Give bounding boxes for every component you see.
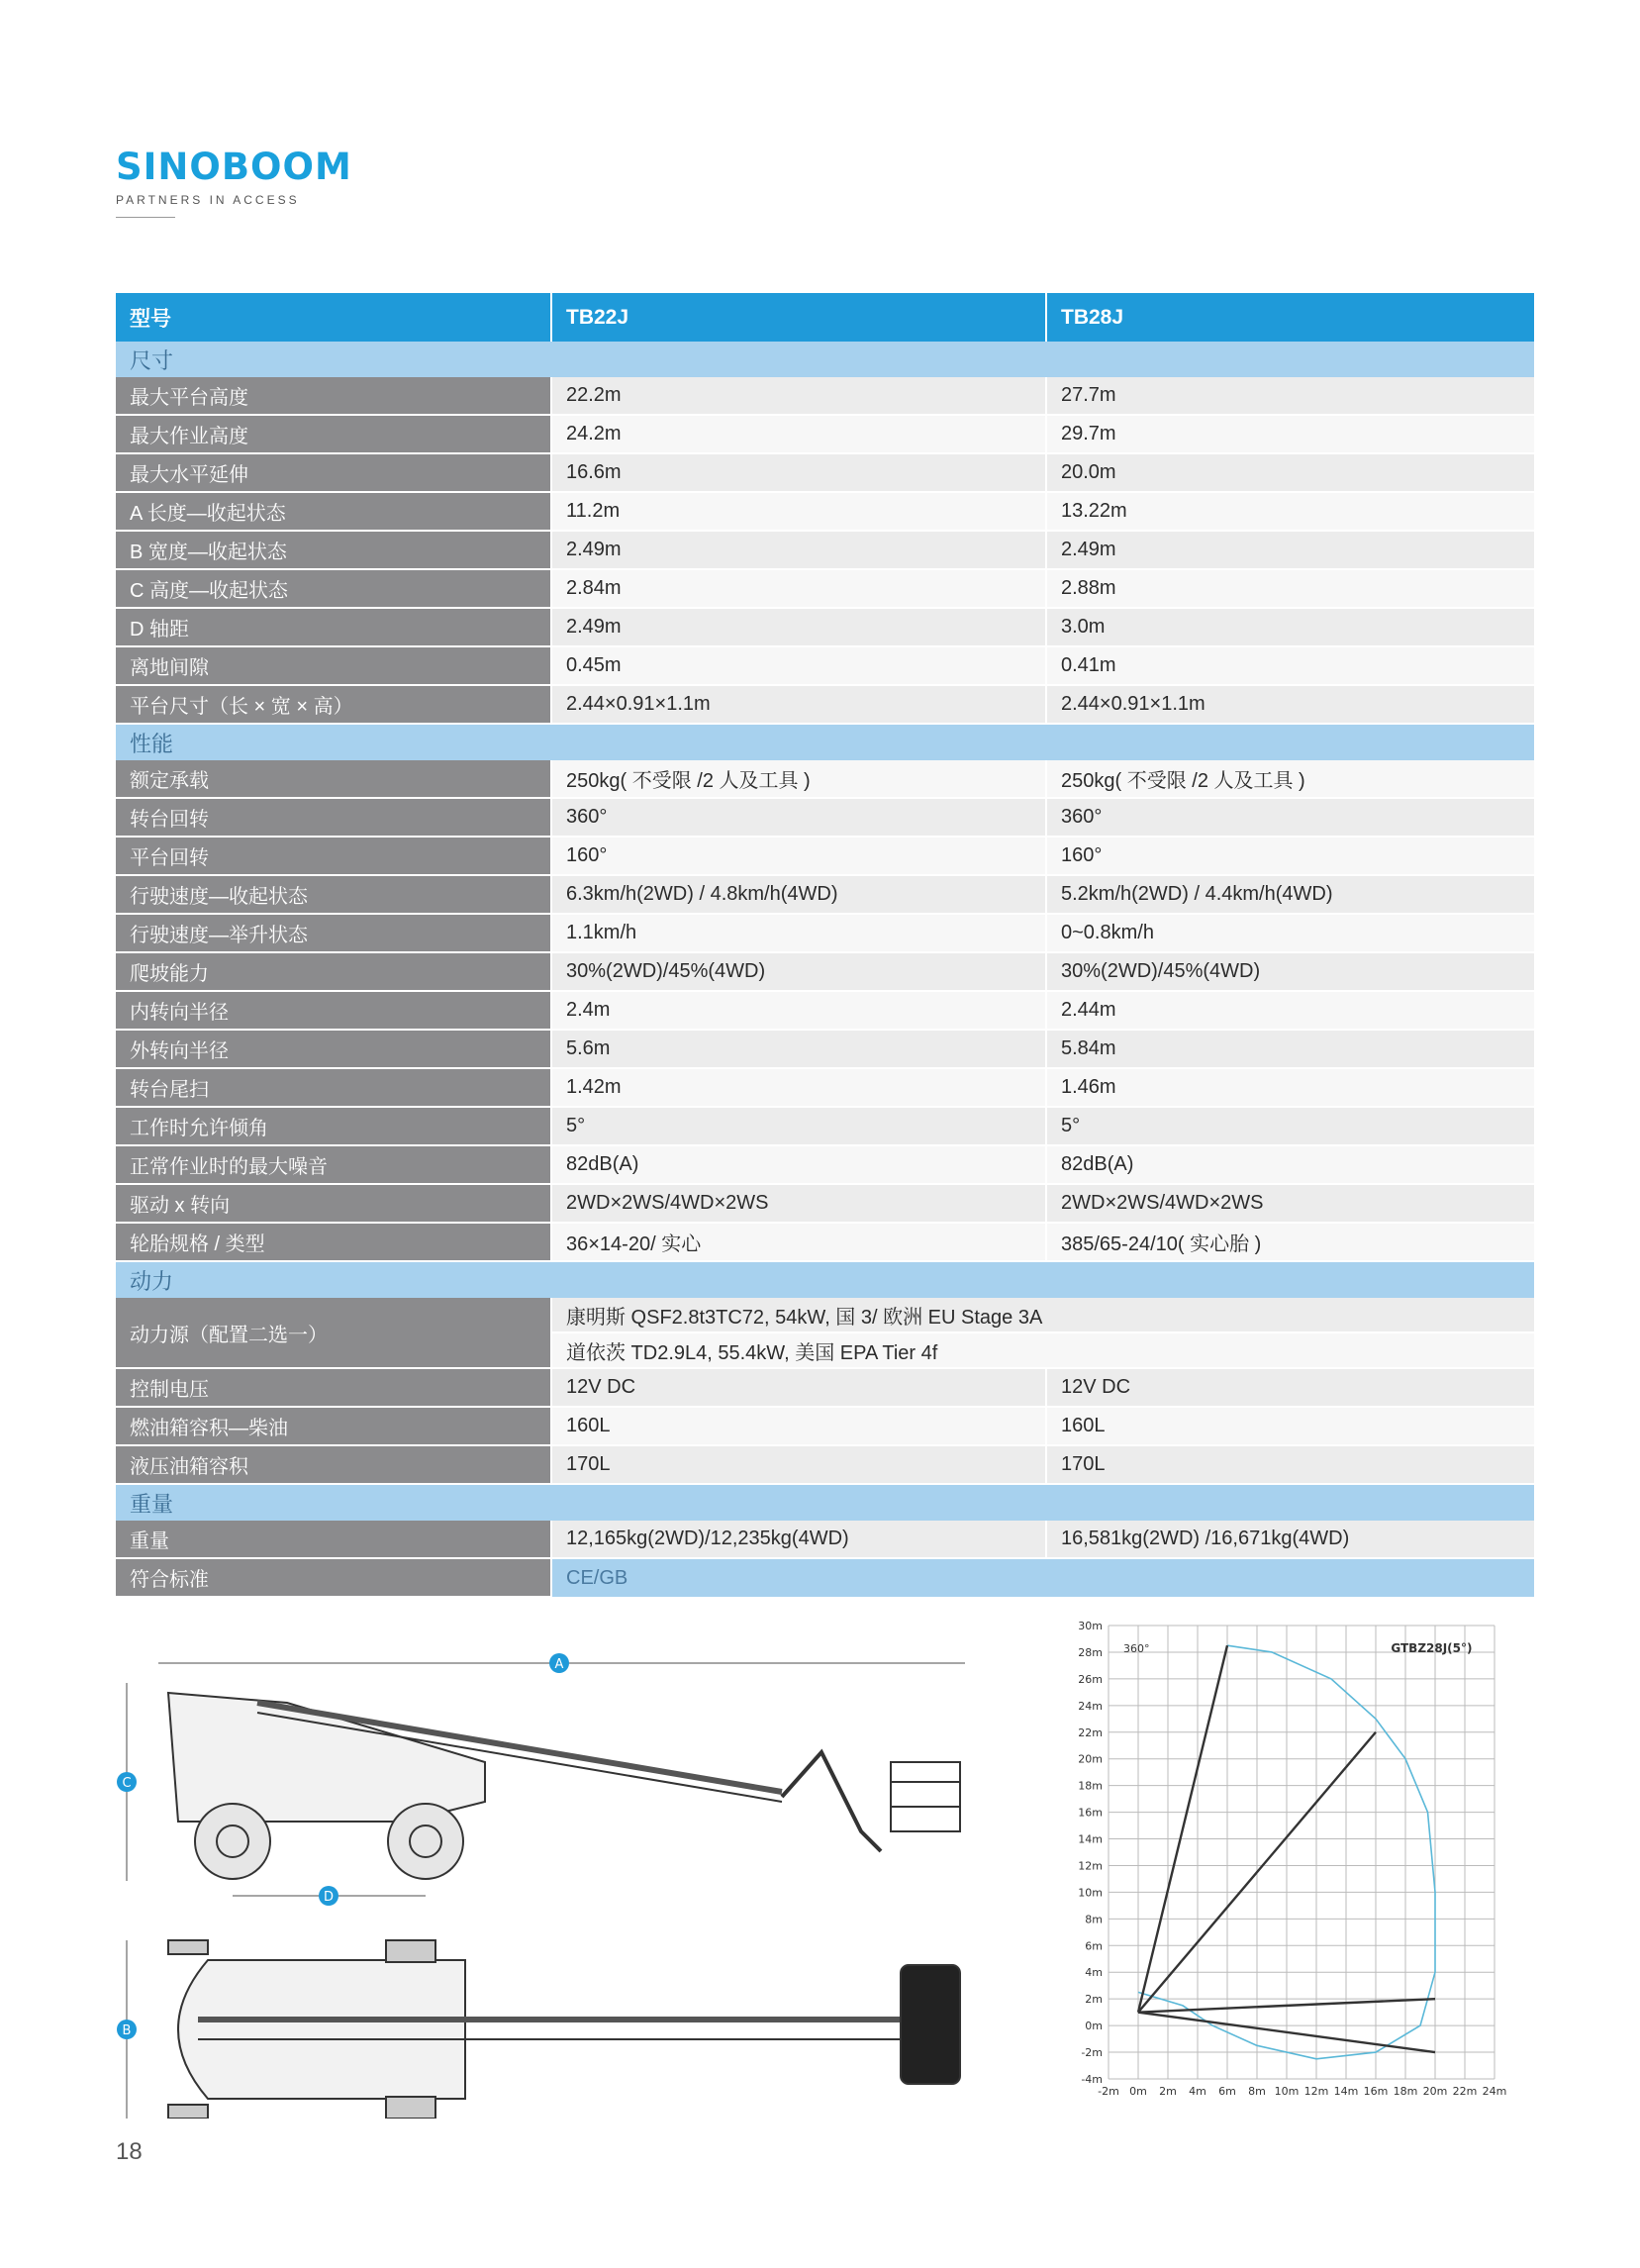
row-label: 爬坡能力 xyxy=(116,952,551,991)
table-row xyxy=(116,952,1534,991)
row-value-tb22j: 2WD×2WS/4WD×2WS xyxy=(551,1184,1046,1223)
row-value-tb22j: 250kg( 不受限 /2 人及工具 ) xyxy=(551,760,1046,798)
page-number: 18 xyxy=(116,2138,143,2165)
row-value-tb28j: 27.7m xyxy=(1046,377,1534,415)
row-value-tb28j: 3.0m xyxy=(1046,608,1534,646)
row-label: C 高度—收起状态 xyxy=(116,569,551,608)
y-tick-label: 12m xyxy=(1078,1859,1103,1873)
row-value-tb22j: 360° xyxy=(551,798,1046,837)
y-tick-label: 0m xyxy=(1085,2020,1103,2033)
x-tick-label: 4m xyxy=(1189,2085,1206,2098)
logo-divider xyxy=(116,217,175,218)
y-tick-label: 30m xyxy=(1078,1620,1103,1632)
row-value-tb22j: 24.2m xyxy=(551,415,1046,453)
dimension-b-label: B xyxy=(122,2023,132,2038)
row-value-tb22j: 2.49m xyxy=(551,531,1046,569)
x-tick-label: 22m xyxy=(1452,2085,1478,2098)
x-tick-label: 16m xyxy=(1363,2085,1389,2098)
table-row xyxy=(116,415,1534,453)
y-tick-label: 22m xyxy=(1078,1726,1103,1739)
row-value-tb28j: 30%(2WD)/45%(4WD) xyxy=(1046,952,1534,991)
row-value-tb22j: 1.1km/h xyxy=(551,914,1046,952)
row-label: 行驶速度—收起状态 xyxy=(116,875,551,914)
table-row xyxy=(116,875,1534,914)
row-value-tb22j: 11.2m xyxy=(551,492,1046,531)
row-value-tb28j: 2.88m xyxy=(1046,569,1534,608)
row-label: 控制电压 xyxy=(116,1368,551,1407)
row-value-tb22j: 2.49m xyxy=(551,608,1046,646)
row-value-tb28j: 12V DC xyxy=(1046,1368,1534,1407)
table-row xyxy=(116,1107,1534,1145)
row-label: 内转向半径 xyxy=(116,991,551,1030)
table-row xyxy=(116,837,1534,875)
working-range-chart xyxy=(1049,1614,1514,2109)
y-tick-label: -4m xyxy=(1081,2073,1103,2086)
row-label: 燃油箱容积—柴油 xyxy=(116,1407,551,1445)
row-value-tb22j: 12,165kg(2WD)/12,235kg(4WD) xyxy=(551,1521,1046,1558)
row-value-standard: CE/GB xyxy=(551,1558,1534,1597)
row-label: 外转向半径 xyxy=(116,1030,551,1068)
table-row xyxy=(116,685,1534,724)
machine-drawings xyxy=(109,1624,980,2119)
row-value-tb28j: 360° xyxy=(1046,798,1534,837)
row-value-tb28j: 2WD×2WS/4WD×2WS xyxy=(1046,1184,1534,1223)
y-tick-label: 28m xyxy=(1078,1645,1103,1659)
x-tick-label: 24m xyxy=(1482,2085,1507,2098)
row-value-tb22j: 5.6m xyxy=(551,1030,1046,1068)
row-value-tb22j: 160L xyxy=(551,1407,1046,1445)
row-label: 最大平台高度 xyxy=(116,377,551,415)
row-label: 最大水平延伸 xyxy=(116,453,551,492)
row-label: 液压油箱容积 xyxy=(116,1445,551,1484)
row-label: 重量 xyxy=(116,1521,551,1558)
row-value-tb28j: 16,581kg(2WD) /16,671kg(4WD) xyxy=(1046,1521,1534,1558)
section-title: 性能 xyxy=(116,724,1534,760)
table-row xyxy=(116,608,1534,646)
section-title: 重量 xyxy=(116,1484,1534,1521)
row-label: B 宽度—收起状态 xyxy=(116,531,551,569)
x-tick-label: -2m xyxy=(1098,2085,1119,2098)
section-title: 尺寸 xyxy=(116,342,1534,377)
y-tick-label: 14m xyxy=(1078,1832,1103,1846)
row-value-tb22j: 2.4m xyxy=(551,991,1046,1030)
header-tb22j: TB22J xyxy=(551,293,1046,342)
table-row xyxy=(116,1145,1534,1184)
chart-x-ticks xyxy=(1098,2085,1506,2098)
chart-y-ticks xyxy=(1078,1620,1103,2086)
row-value-tb22j: 12V DC xyxy=(551,1368,1046,1407)
row-value-tb22j: 0.45m xyxy=(551,646,1046,685)
y-tick-label: 20m xyxy=(1078,1752,1103,1766)
row-label: D 轴距 xyxy=(116,608,551,646)
table-row xyxy=(116,991,1534,1030)
row-value-tb28j: 2.49m xyxy=(1046,531,1534,569)
table-row xyxy=(116,1407,1534,1445)
row-label: 平台尺寸（长 × 宽 × 高） xyxy=(116,685,551,724)
table-row xyxy=(116,646,1534,685)
row-label: 平台回转 xyxy=(116,837,551,875)
row-label: 驱动 x 转向 xyxy=(116,1184,551,1223)
section-header xyxy=(116,342,1534,377)
row-label: 动力源（配置二选一） xyxy=(116,1298,551,1368)
table-row xyxy=(116,1521,1534,1558)
row-value-tb28j: 82dB(A) xyxy=(1046,1145,1534,1184)
row-label: 离地间隙 xyxy=(116,646,551,685)
row-value-tb22j: 82dB(A) xyxy=(551,1145,1046,1184)
x-tick-label: 0m xyxy=(1129,2085,1147,2098)
row-value-tb22j: 2.44×0.91×1.1m xyxy=(551,685,1046,724)
dimension-c-label: C xyxy=(122,1776,132,1791)
row-value-tb22j: 16.6m xyxy=(551,453,1046,492)
row-value-tb28j: 0.41m xyxy=(1046,646,1534,685)
row-value-tb28j: 13.22m xyxy=(1046,492,1534,531)
row-value-tb28j: 170L xyxy=(1046,1445,1534,1484)
table-row xyxy=(116,492,1534,531)
y-tick-label: 24m xyxy=(1078,1699,1103,1713)
section-weight xyxy=(116,1484,1534,1521)
header-model: 型号 xyxy=(116,293,551,342)
row-label: 额定承载 xyxy=(116,760,551,798)
row-value-tb28j: 385/65-24/10( 实心胎 ) xyxy=(1046,1223,1534,1261)
row-label: A 长度—收起状态 xyxy=(116,492,551,531)
y-tick-label: 10m xyxy=(1078,1886,1103,1900)
y-tick-label: -2m xyxy=(1081,2046,1103,2060)
row-value-tb28j: 5.84m xyxy=(1046,1030,1534,1068)
y-tick-label: 8m xyxy=(1085,1913,1103,1926)
row-value-tb28j: 20.0m xyxy=(1046,453,1534,492)
row-label: 符合标准 xyxy=(116,1558,551,1597)
x-tick-label: 14m xyxy=(1333,2085,1359,2098)
row-value-tb28j: 250kg( 不受限 /2 人及工具 ) xyxy=(1046,760,1534,798)
table-row xyxy=(116,1184,1534,1223)
x-tick-label: 20m xyxy=(1422,2085,1448,2098)
row-value-tb28j: 160° xyxy=(1046,837,1534,875)
row-value-tb28j: 1.46m xyxy=(1046,1068,1534,1107)
table-row xyxy=(116,531,1534,569)
top-view-machine xyxy=(168,1940,960,2119)
row-value-tb28j: 2.44×0.91×1.1m xyxy=(1046,685,1534,724)
row-value-tb28j: 2.44m xyxy=(1046,991,1534,1030)
row-value-tb22j: 5° xyxy=(551,1107,1046,1145)
section-header xyxy=(116,1261,1534,1298)
x-tick-label: 10m xyxy=(1274,2085,1300,2098)
table-row xyxy=(116,1030,1534,1068)
table-row-power-source xyxy=(116,1298,1534,1332)
y-tick-label: 16m xyxy=(1078,1806,1103,1820)
y-tick-label: 4m xyxy=(1085,1966,1103,1980)
row-value-tb22j: 36×14-20/ 实心 xyxy=(551,1223,1046,1261)
x-tick-label: 12m xyxy=(1303,2085,1329,2098)
row-value-tb22j: 160° xyxy=(551,837,1046,875)
row-value-tb28j: 5° xyxy=(1046,1107,1534,1145)
row-value-tb22j: 2.84m xyxy=(551,569,1046,608)
section-header xyxy=(116,724,1534,760)
row-label: 转台尾扫 xyxy=(116,1068,551,1107)
table-row xyxy=(116,377,1534,415)
table-row xyxy=(116,798,1534,837)
brand-tagline: PARTNERS IN ACCESS xyxy=(116,193,300,207)
table-row xyxy=(116,760,1534,798)
y-tick-label: 26m xyxy=(1078,1672,1103,1686)
table-row xyxy=(116,914,1534,952)
brand-name: SINOBOOM xyxy=(116,146,352,188)
row-value-tb22j: 22.2m xyxy=(551,377,1046,415)
chart-title: GTBZ28J(5°) xyxy=(1391,1640,1473,1655)
x-tick-label: 6m xyxy=(1218,2085,1236,2098)
row-value-tb28j: 29.7m xyxy=(1046,415,1534,453)
x-tick-label: 2m xyxy=(1159,2085,1177,2098)
row-label: 工作时允许倾角 xyxy=(116,1107,551,1145)
y-tick-label: 6m xyxy=(1085,1939,1103,1953)
brand-logo xyxy=(116,148,352,218)
power-option-2: 道依茨 TD2.9L4, 55.4kW, 美国 EPA Tier 4f xyxy=(551,1332,1534,1368)
table-row-standard xyxy=(116,1558,1534,1597)
row-value-tb22j: 6.3km/h(2WD) / 4.8km/h(4WD) xyxy=(551,875,1046,914)
row-value-tb28j: 160L xyxy=(1046,1407,1534,1445)
row-value-tb22j: 30%(2WD)/45%(4WD) xyxy=(551,952,1046,991)
row-value-tb22j: 1.42m xyxy=(551,1068,1046,1107)
table-row xyxy=(116,453,1534,492)
spec-table xyxy=(116,293,1534,1598)
table-row xyxy=(116,1068,1534,1107)
row-label: 最大作业高度 xyxy=(116,415,551,453)
table-row xyxy=(116,1368,1534,1407)
row-label: 行驶速度—举升状态 xyxy=(116,914,551,952)
power-option-1: 康明斯 QSF2.8t3TC72, 54kW, 国 3/ 欧洲 EU Stage 3A xyxy=(551,1298,1534,1332)
table-row xyxy=(116,569,1534,608)
dimension-d-label: D xyxy=(323,1890,335,1905)
table-row xyxy=(116,1445,1534,1484)
y-tick-label: 2m xyxy=(1085,1993,1103,2007)
row-value-tb28j: 5.2km/h(2WD) / 4.4km/h(4WD) xyxy=(1046,875,1534,914)
side-view-machine xyxy=(168,1693,960,1879)
row-value-tb28j: 0~0.8km/h xyxy=(1046,914,1534,952)
x-tick-label: 18m xyxy=(1393,2085,1418,2098)
dimension-a-label: A xyxy=(554,1657,564,1672)
section-title: 动力 xyxy=(116,1261,1534,1298)
table-header xyxy=(116,293,1534,342)
x-tick-label: 8m xyxy=(1248,2085,1266,2098)
row-value-tb22j: 170L xyxy=(551,1445,1046,1484)
row-label: 正常作业时的最大噪音 xyxy=(116,1145,551,1184)
row-label: 轮胎规格 / 类型 xyxy=(116,1223,551,1261)
table-row xyxy=(116,1223,1534,1261)
y-tick-label: 18m xyxy=(1078,1779,1103,1793)
row-label: 转台回转 xyxy=(116,798,551,837)
chart-annotation: 360° xyxy=(1123,1641,1150,1655)
header-tb28j: TB28J xyxy=(1046,293,1534,342)
